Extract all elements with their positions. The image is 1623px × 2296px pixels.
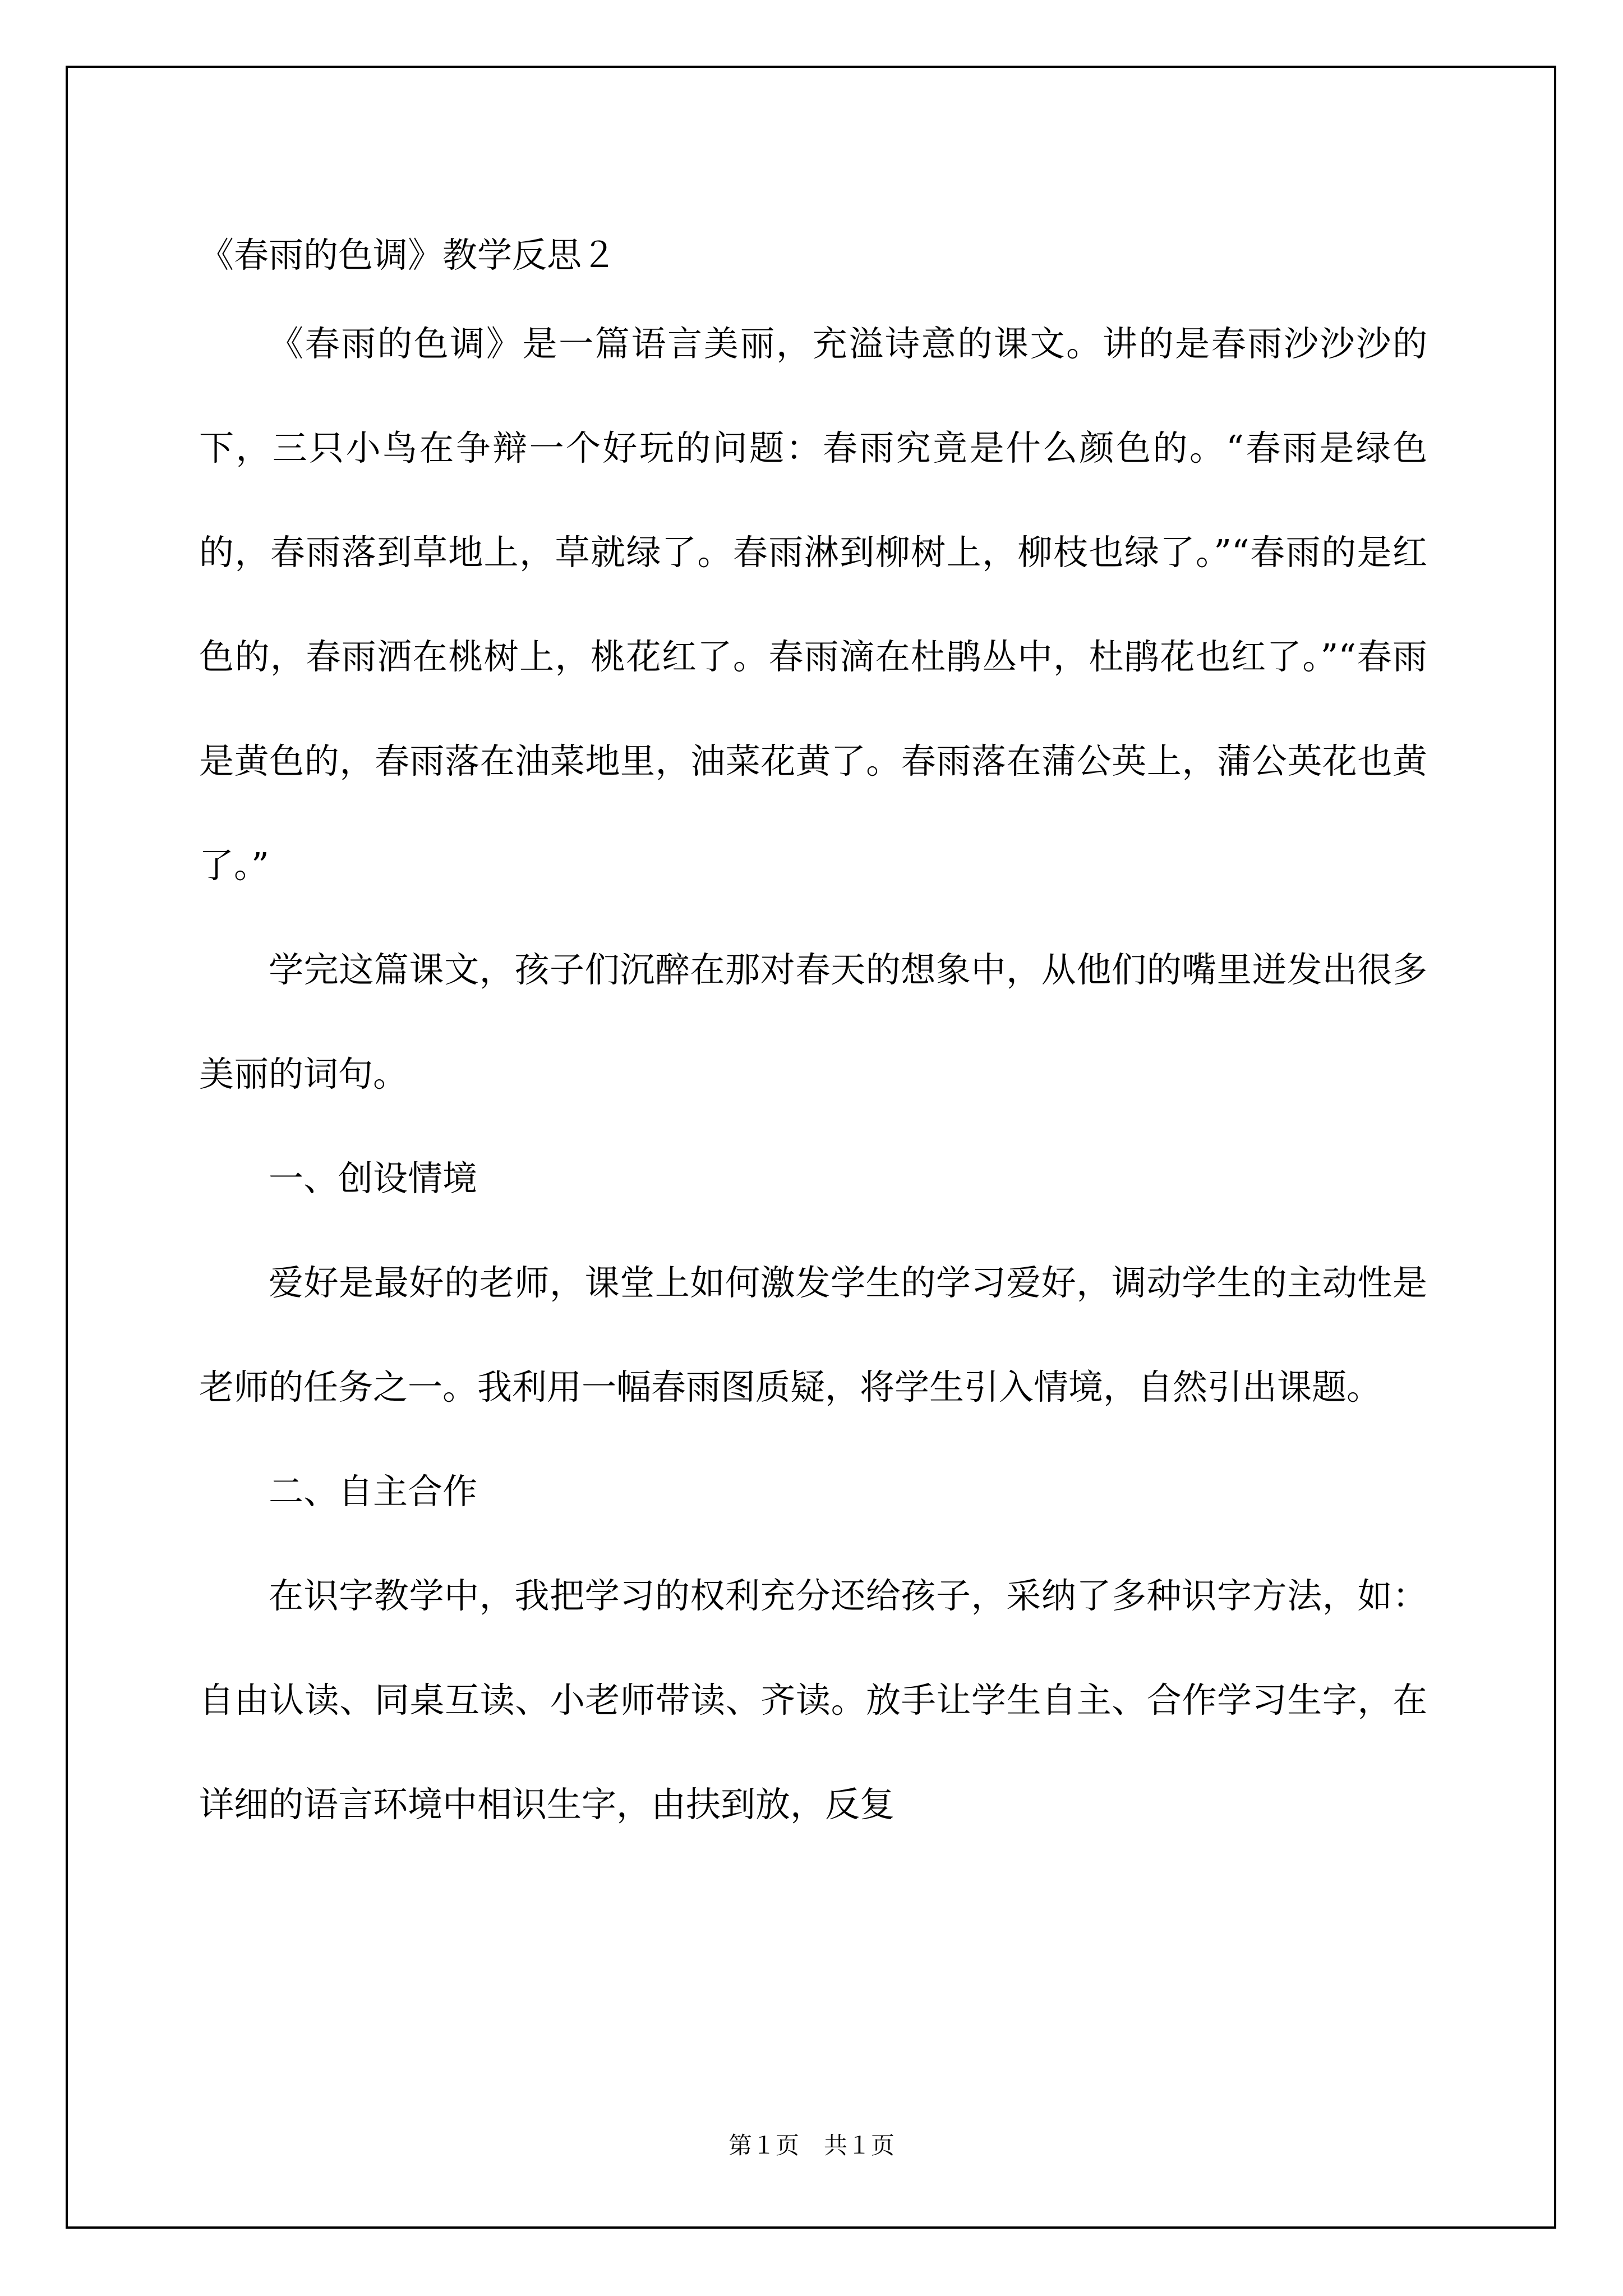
paragraph-summary: 学完这篇课文，孩子们沉醉在那对春天的想象中，从他们的嘴里迸发出很多美丽的词句。	[199, 949, 1427, 1094]
paragraph-section-2: 在识字教学中，我把学习的权利充分还给孩子，采纳了多种识字方法，如：自由认读、同桌互读、小老师带读、齐读。放手让学生自主、合作学习生字，在详细的语言环境中相识生字，由扶到放，反复	[199, 1575, 1427, 1825]
paragraph-section-1: 爱好是最好的老师，课堂上如何激发学生的学习爱好，调动学生的主动性是老师的任务之一。我利用一幅春雨图质疑，将学生引入情境，自然引出课题。	[199, 1262, 1427, 1407]
document-body	[199, 219, 1427, 1857]
page-number-total: 共１页	[824, 2132, 895, 2159]
section-heading-2: 二、自主合作	[269, 1471, 478, 1512]
paragraph-intro: 《春雨的色调》是一篇语言美丽，充溢诗意的课文。讲的是春雨沙沙沙的下，三只小鸟在争辩一个好玩的问题：春雨究竟是什么颜色的。“春雨是绿色的，春雨落到草地上，草就绿了。春雨淋到柳树上，柳枝也绿了。”“春雨的是红色的，春雨洒在桃树上，桃花红了。春雨滴在杜鹃丛中，杜鹃花也红了。”“春雨是黄色的，春雨落在油菜地里，油菜花黄了。春雨落在蒲公英上，蒲公英花也黄了。”	[199, 323, 1427, 886]
document-title: 《春雨的色调》教学反思２	[199, 234, 617, 275]
page-number-current: 第１页	[728, 2132, 799, 2159]
page-footer	[0, 2129, 1623, 2162]
section-heading-1: 一、创设情境	[269, 1158, 478, 1199]
